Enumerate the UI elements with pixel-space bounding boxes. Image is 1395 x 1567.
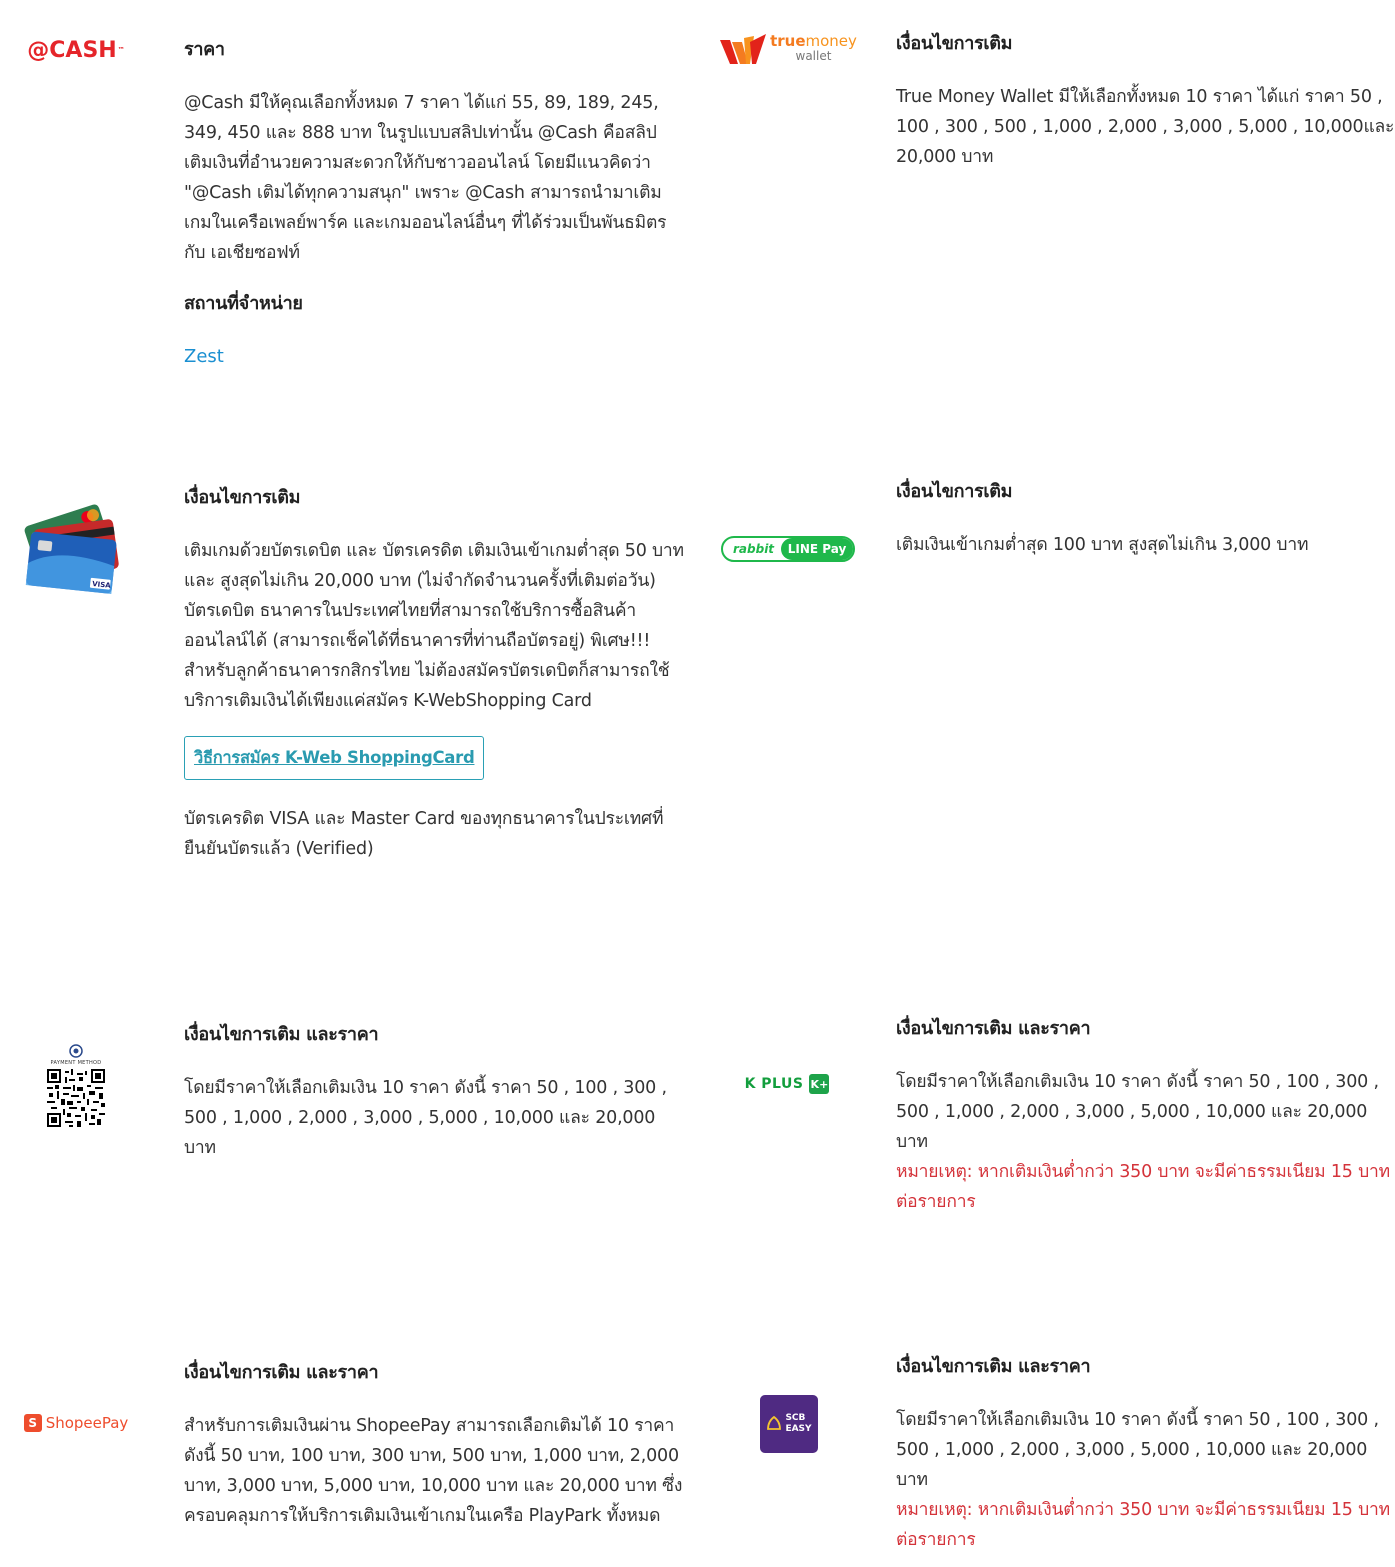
truemoney-content (896, 32, 1395, 172)
cards-content (184, 486, 684, 864)
truemoney-heading: เงื่อนไขการเติม (896, 33, 1013, 54)
cards-description: เติมเกมด้วยบัตรเดบิต และ บัตรเครดิต เติมเงินเข้าเกมต่ำสุด 50 บาท และ สูงสุดไม่เกิน 20,000 บาท (ไม่จำกัดจำนวนครั้งที่เติมต่อวัน) บัตรเดบิต ธนาคารในประเทศไทยที่สามารถใช้บริการซื้อสินค้าออนไลน์ได้ (สามารถเช็คได้ที่ธนาคารที่ท่านถือบัตรอยู่) พิเศษ!!! สำหรับลูกค้าธนาคารกสิกรไทย ไม่ต้องสมัครบัตรเดบิตก็สามารถใช้บริการเติมเงินได้เพียงแค่สมัคร K-WebShopping Card (184, 541, 684, 711)
qr-caption: PAYMENT METHOD (50, 1059, 102, 1066)
cards-description-2: บัตรเครดิต VISA และ Master Card ของทุกธนาคารในประเทศที่ยืนยันบัตรแล้ว (Verified) (184, 809, 664, 859)
kplus-content (896, 1017, 1395, 1217)
kplus-description: โดยมีราคาให้เลือกเติมเงิน 10 ราคา ดังนี้ ราคา 50 , 100 , 300 , 500 , 1,000 , 2,000 , 3,000 , 5,000 , 10,000 และ 20,000 บาท (896, 1072, 1379, 1152)
atcash-logo-tm: ™ (117, 46, 125, 54)
qr-payment-logo (40, 1040, 112, 1130)
truemoney-description: True Money Wallet มีให้เลือกทั้งหมด 10 ราคา ได้แก่ ราคา 50 , 100 , 300 , 500 , 1,000 , 2,000 , 3,000 , 5,000 , 10,000และ 20,000 บาท (896, 87, 1395, 167)
atcash-description: @Cash มีให้คุณเลือกทั้งหมด 7 ราคา ได้แก่ 55, 89, 189, 245, 349, 450 และ 888 บาท ในรูปแบบสลิปเท่านั้น @Cash คือสลิปเติมเงินที่อำนวยความสะดวกให้กับชาวออนไลน์ โดยมีแนวคิดว่า "@Cash เติมได้ทุกความสนุก" เพราะ @Cash สามารถนำมาเติมเกมในเครือเพลย์พาร์ค และเกมออนไลน์อื่นๆ ที่ได้ร่วมเป็นพันธมิตรกับ เอเชียซอฟท์ (184, 93, 667, 263)
scb-description: โดยมีราคาให้เลือกเติมเงิน 10 ราคา ดังนี้ ราคา 50 , 100 , 300 , 500 , 1,000 , 2,000 , 3,000 , 5,000 , 10,000 และ 20,000 บาท (896, 1410, 1379, 1490)
shopee-bag-icon: S (24, 1414, 42, 1432)
qr-code-icon (47, 1069, 105, 1127)
shopeepay-content (184, 1361, 684, 1531)
scb-easy-logo (759, 1394, 819, 1454)
rabbit-content (896, 480, 1395, 560)
kweb-register-button[interactable]: วิธีการสมัคร K-Web ShoppingCard (184, 736, 484, 780)
rabbit-description: เติมเงินเข้าเกมต่ำสุด 100 บาท สูงสุดไม่เกิน 3,000 บาท (896, 535, 1309, 555)
truemoney-logo (716, 28, 861, 70)
kplus-logo-text: K PLUS (744, 1076, 804, 1092)
rabbit-logo-text: rabbit (733, 542, 775, 556)
kplus-heading: เงื่อนไขการเติม และราคา (896, 1018, 1091, 1039)
shopeepay-logo (20, 1408, 132, 1438)
scb-logo-text-1: SCB (785, 1413, 806, 1423)
credit-cards-icon (20, 498, 132, 596)
visa-mark: VISA (91, 579, 112, 590)
atcash-shop-heading: สถานที่จำหน่าย (184, 293, 303, 314)
atcash-logo-text: @CASH (27, 37, 117, 63)
linepay-logo-text: LINE Pay (781, 538, 853, 560)
shopeepay-heading: เงื่อนไขการเติม และราคา (184, 1362, 379, 1383)
atcash-logo (20, 32, 132, 68)
truemoney-logo-text-2: money (805, 32, 857, 50)
scb-content (896, 1355, 1395, 1555)
cards-heading: เงื่อนไขการเติม (184, 487, 301, 508)
shopeepay-description: สำหรับการเติมเงินผ่าน ShopeePay สามารถเลือกเติมได้ 10 ราคา ดังนี้ 50 บาท, 100 บาท, 300 บาท, 500 บาท, 1,000 บาท, 2,000 บาท, 3,000 บาท, 5,000 บาท, 10,000 บาท และ 20,000 บาท ซึ่งครอบคลุมการให้บริการเติมเงินเข้าเกมในเครือ PlayPark ทั้งหมด (184, 1416, 683, 1526)
shopeepay-logo-text: ShopeePay (45, 1414, 129, 1432)
scb-logo-text-2: EASY (785, 1424, 812, 1434)
truemoney-w-icon (720, 34, 766, 64)
scb-bell-icon (766, 1416, 782, 1432)
payment-badge-icon (69, 1044, 83, 1058)
rabbit-heading: เงื่อนไขการเติม (896, 481, 1013, 502)
scb-note: หมายเหตุ: หากเติมเงินต่ำกว่า 350 บาท จะมีค่าธรรมเนียม 15 บาทต่อรายการ (896, 1500, 1390, 1550)
qr-description: โดยมีราคาให้เลือกเติมเงิน 10 ราคา ดังนี้ ราคา 50 , 100 , 300 , 500 , 1,000 , 2,000 , 3,000 , 5,000 , 10,000 และ 20,000 บาท (184, 1078, 667, 1158)
atcash-heading: ราคา (184, 39, 225, 60)
qr-heading: เงื่อนไขการเติม และราคา (184, 1024, 379, 1045)
atcash-content (184, 38, 684, 372)
truemoney-logo-text-3: wallet (795, 49, 832, 63)
kplus-logo (730, 1070, 844, 1098)
truemoney-logo-text-1: true (770, 32, 806, 50)
qr-content (184, 1023, 684, 1163)
scb-heading: เงื่อนไขการเติม และราคา (896, 1356, 1091, 1377)
rabbit-linepay-logo (718, 534, 858, 564)
cards-logo (20, 498, 132, 596)
kplus-badge-icon: K+ (809, 1074, 829, 1094)
kplus-note: หมายเหตุ: หากเติมเงินต่ำกว่า 350 บาท จะมีค่าธรรมเนียม 15 บาทต่อรายการ (896, 1162, 1390, 1212)
zest-link[interactable]: Zest (184, 346, 224, 367)
